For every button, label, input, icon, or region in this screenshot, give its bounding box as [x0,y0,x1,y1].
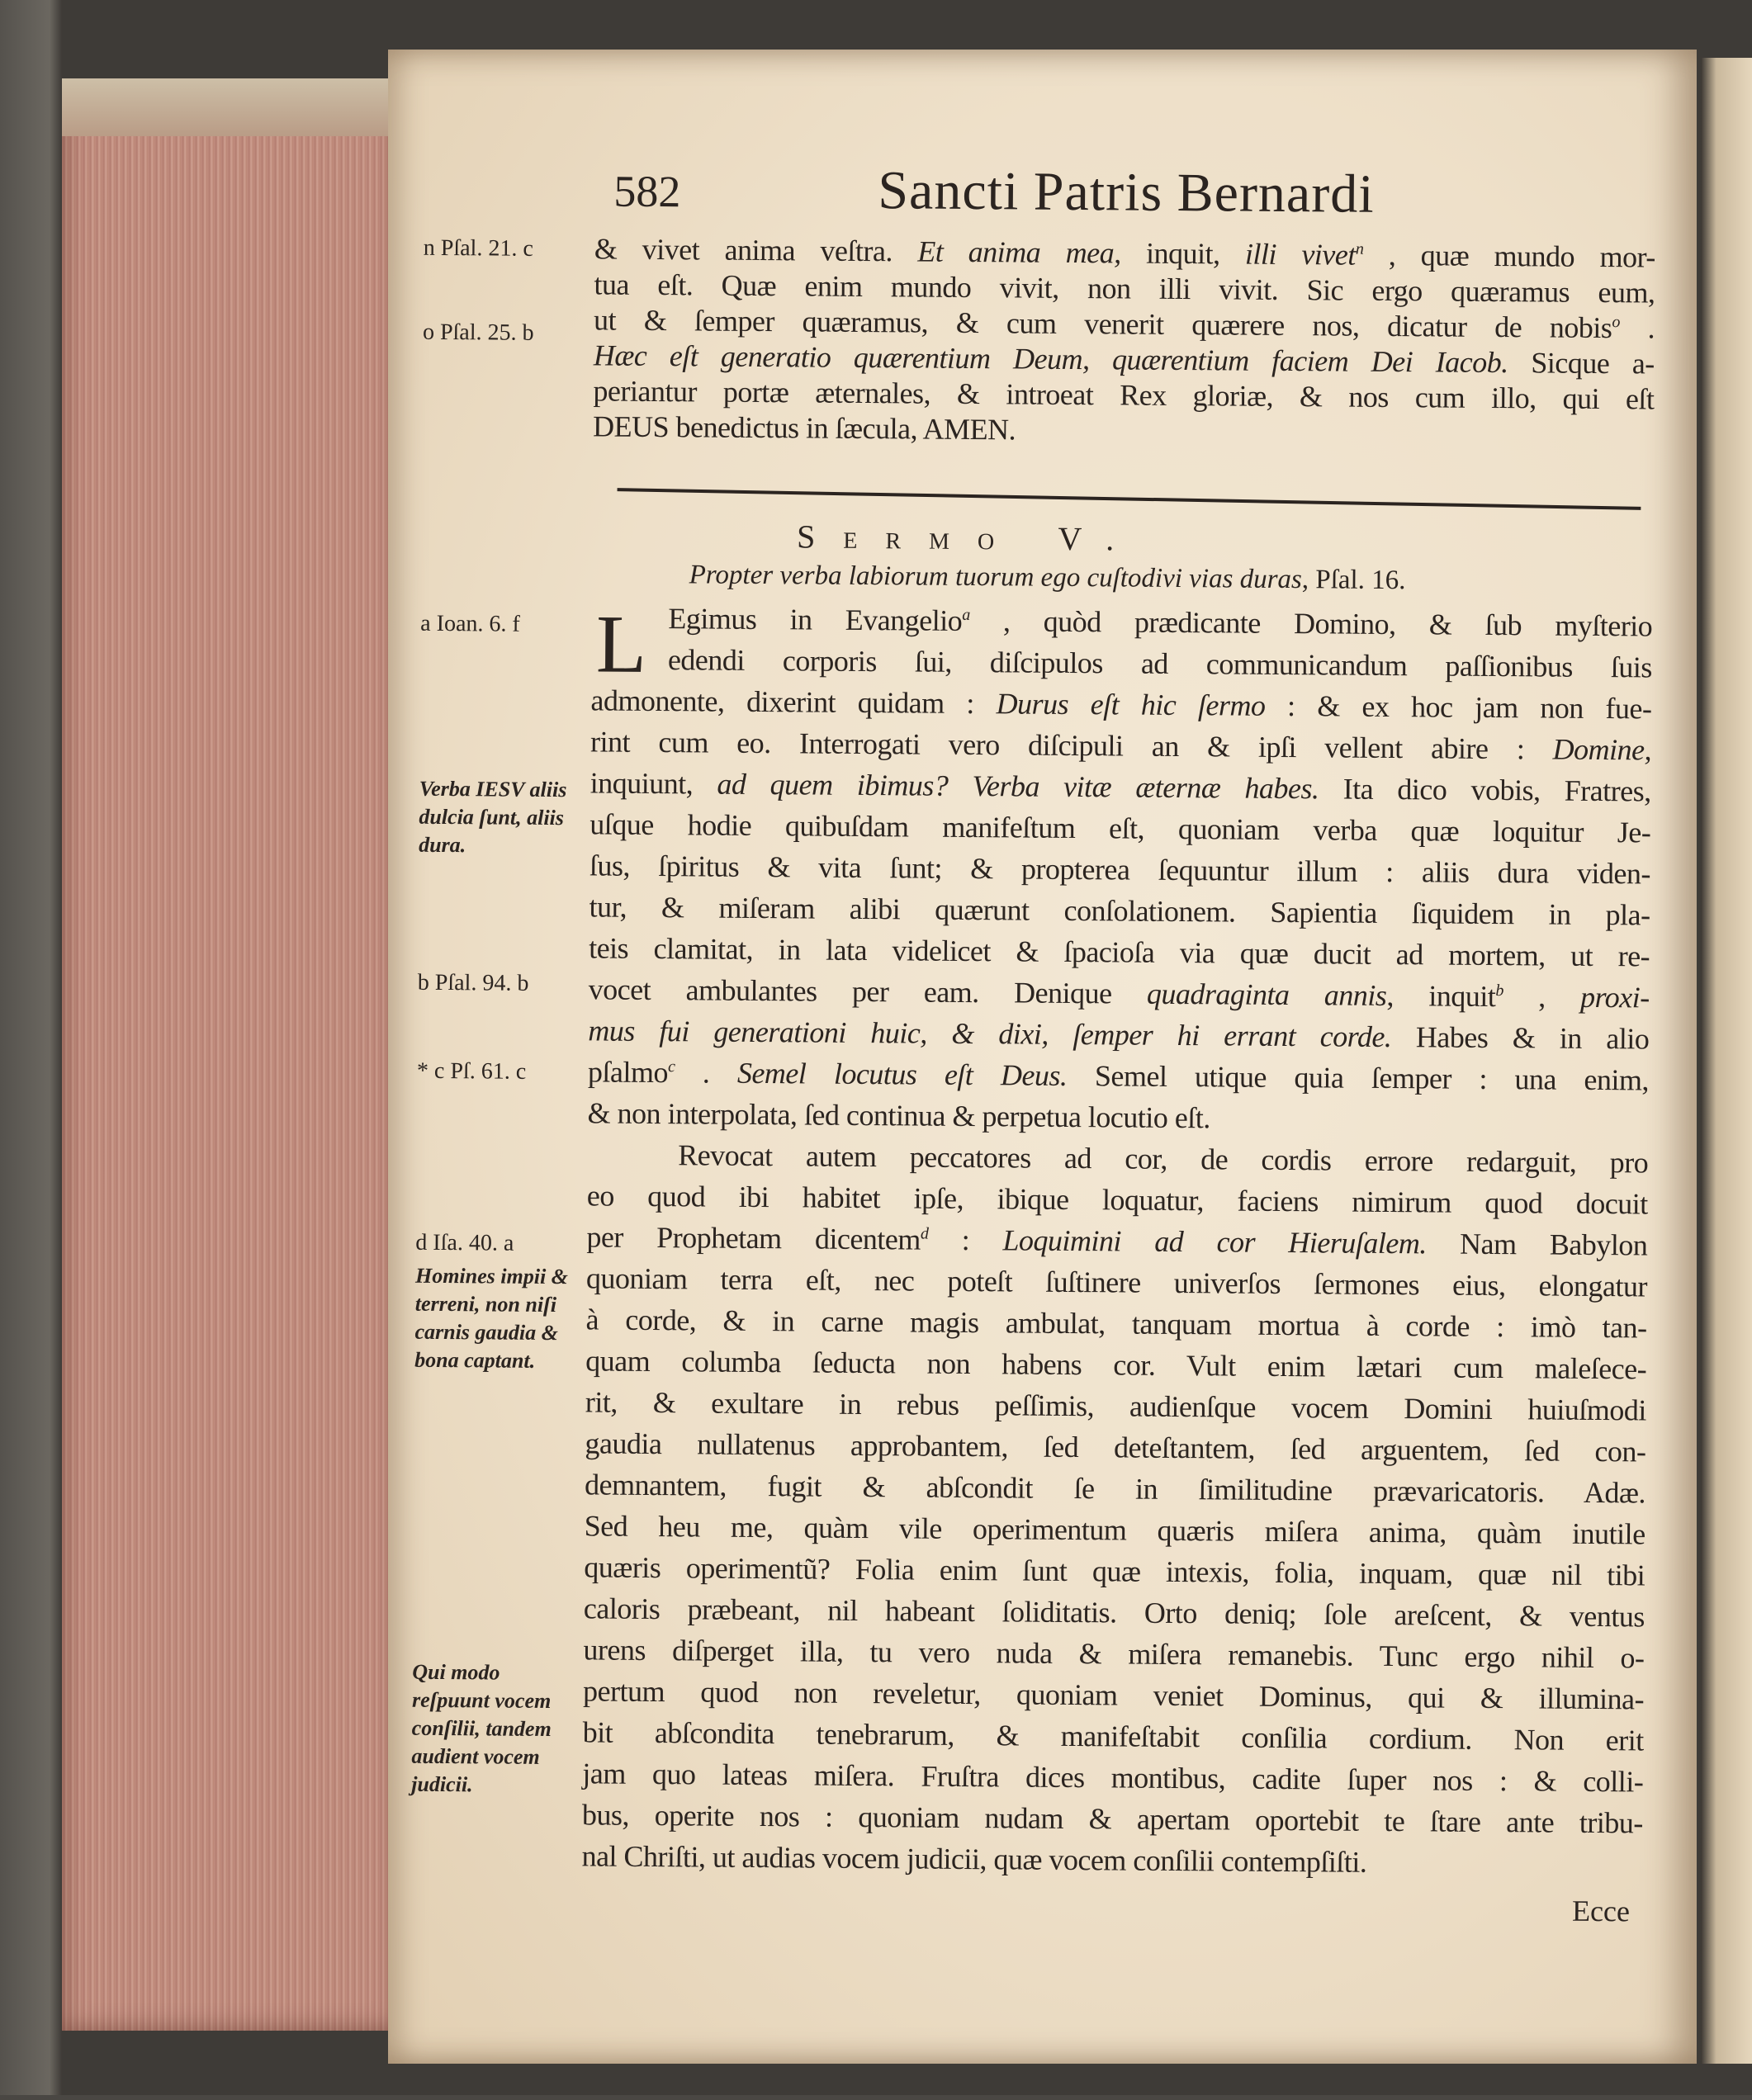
text-run: rit, & exultare in rebus peſſimis, audienſque vocem Domini huiuſmodi [585,1385,1646,1427]
text-run: Revocat autem peccatores ad cor, de cordis errore redarguit, pro [678,1138,1649,1180]
margin-note: o Pſal. 25. b [422,319,534,346]
margin-note: d Iſa. 40. a [415,1229,514,1256]
text-run: gaudia nullatenus approbantem, ſed deteſtantem, ſed arguentem, ſed con- [585,1426,1646,1469]
footnote-marker: a [962,605,970,624]
footnote-marker: d [920,1224,929,1243]
italic-quotation: mus fui generationi huic, & dixi, ſemper hi errant corde. [588,1014,1392,1054]
text-run: inquit, [1120,236,1246,271]
italic-quotation: Loquimini ad cor Hieruſalem. [1002,1223,1427,1260]
text-run: , quòd prædicante Domino, & ſub myſterio [969,603,1653,643]
text-run: tur, & miſeram alibi quærunt conſolationem. Sapientia ſiquidem in pla- [589,890,1650,932]
text-run: & vivet anima veſtra. [594,232,918,268]
text-run: eo quod ibi habitet ipſe, ibique loquatur, faciens nimirum quod docuit [586,1179,1648,1221]
text-run: bus, operite nos : quoniam nudam & apertam oportebit te ſtare ante tribu- [581,1798,1644,1840]
catchword: Ecce [1571,1894,1631,1928]
margin-note: Verba IESV aliis dulcia ſunt, aliis dura. [419,776,567,858]
text-run: . [1619,311,1655,345]
margin-note: b Pſal. 94. b [417,969,529,996]
text-run: . [675,1056,738,1090]
margin-note: * c Pſ. 61. c [416,1057,527,1085]
italic-quotation: quadraginta annis [1146,977,1387,1012]
text-run: uſque hodie quibuſdam manifeſtum eſt, quoniam verba quæ loquitur Je- [590,807,1651,849]
italic-quotation: Durus eſt hic ſermo [996,687,1266,722]
running-head [613,158,1646,232]
text-run: Egimus in Evangelio [668,602,963,637]
sermon-epigraph [689,558,1406,597]
epigraph-text: Propter verba labiorum tuorum ego cuſtodivi vias duras [689,560,1302,595]
text-run: quam columba ſeducta non habens cor. Vult enim lætari cum maleſece- [585,1344,1647,1386]
page-number: 582 [613,166,681,217]
footnote-marker: n [1355,239,1364,258]
italic-quotation: Semel locutus eſt Deus. [736,1056,1068,1092]
footnote-marker: o [1612,313,1621,332]
text-run: demnantem, fugit & abſcondit ſe in ſimilitudine prævaricatoris. Adæ. [584,1468,1646,1510]
text-run: : [928,1223,1003,1257]
text-run: pertum quod non reveletur, quoniam veniet Dominus, qui & illumina- [582,1674,1645,1716]
text-run: quoniam terra eſt, nec poteſt ſuſtinere univerſos ſermones eius, elongatur [585,1261,1648,1303]
margin-note: a Ioan. 6. f [420,610,520,637]
text-run: Semel utique quia ſemper : una enim, [1067,1058,1650,1097]
text-run: DEUS benedictus in ſæcula, AMEN. [592,409,1016,447]
margin-note: Qui modo reſpuunt vocem conſilii, tandem audient vocem judicii. [411,1659,552,1797]
text-run: urens diſperget illa, tu vero nuda & miſera remanebis. Tunc ergo nihil o- [583,1633,1645,1675]
text-run: Nam Babylon [1426,1227,1648,1262]
italic-quotation: Hæc eſt generatio quærentium Deum, quærentium faciem Dei Iacob. [593,338,1508,380]
text-run: teis clamitat, in lata videlicet & ſpacioſa via quæ ducit ad mortem, ut re- [589,931,1650,973]
text-run: : & ex hoc jam non fue- [1265,688,1652,726]
text-run: tua eſt. Quæ enim mundo vivit, non illi vivit. Sic ergo quæramus eum, [594,267,1655,310]
italic-quotation: Et anima mea, [917,234,1121,270]
italic-quotation: proxi- [1579,980,1650,1015]
text-run: periantur portæ æternales, & introeat Rex gloriæ, & nos cum illo, qui eſt [593,374,1655,416]
text-run: Habes & in alio [1391,1020,1650,1056]
italic-quotation: Domine, [1552,732,1652,767]
text-run: , inquit [1386,978,1496,1014]
text-run: nal Chriſti, ut audias vocem judicii, quæ vocem conſilii contempſiſti. [581,1839,1367,1879]
text-run: edendi corporis ſui, diſcipulos ad communicandum paſſionibus ſuis [667,643,1653,684]
italic-quotation: ad quem ibimus? Verba vitæ æternæ habes. [717,767,1319,806]
text-run: rint cum eo. Interrogati vero diſcipuli an & ipſi vellent abire : [590,725,1553,766]
margin-note: Homines impii & terreni, non niſi carnis gaudia & bona captant. [414,1263,569,1373]
text-run: per Prophetam dicentem [586,1220,921,1256]
epigraph-reference: , Pſal. 16. [1301,565,1406,596]
text-run: inquiunt, [590,766,717,801]
text-run: à corde, & in carne magis ambulat, tanquam mortua à corde : imò tan- [585,1303,1647,1345]
text-run: vocet ambulantes per eam. Denique [588,972,1148,1010]
text-run: jam quo lateas miſera. Fruſtra dices montibus, cadite ſuper nos : & colli- [582,1757,1644,1799]
drop-cap: L [595,598,647,690]
margin-note: n Pſal. 21. c [423,234,533,262]
text-run: Sicque a- [1508,346,1655,381]
text-run: , [1503,980,1581,1014]
text-run: Sed heu me, quàm vile operimentum quæris miſera anima, quàm inutile [584,1509,1645,1551]
text-run: admonente, dixerint quidam : [590,683,997,721]
text-run: ſus, ſpiritus & vita ſunt; & propterea ſequuntur illum : aliis dura viden- [589,849,1651,891]
text-line [581,1835,1642,1885]
text-line [593,409,1654,452]
text-run: pſalmo [587,1055,669,1090]
section-rule [618,488,1641,510]
text-run: , quæ mundo mor- [1363,238,1655,274]
text-run: quæris operimentũ? Folia enim ſunt quæ intexis, folia, inquam, quæ nil tibi [584,1550,1645,1592]
sermon-title: Sermo V. [796,518,1143,558]
italic-quotation: illi vivet [1244,237,1357,272]
text-run: ut & ſemper quæramus, & cum venerit quærere nos, dicatur de nobis [593,303,1612,345]
text-run: bit abſcondita tenebrarum, & manifeſtabit conſilia cordium. Non erit [582,1715,1644,1757]
footnote-marker: c [667,1057,675,1076]
text-run: caloris præbeant, nil habeant ſoliditatis. Orto deniq; ſole areſcent, & ventus [583,1592,1645,1634]
footnote-marker: b [1495,981,1503,1000]
running-title: Sancti Patris Bernardi [878,160,1375,225]
text-run: Ita dico vobis, Fratres, [1319,772,1651,808]
text-run: & non interpolata, ſed continua & perpetua locutio eſt. [587,1096,1211,1135]
